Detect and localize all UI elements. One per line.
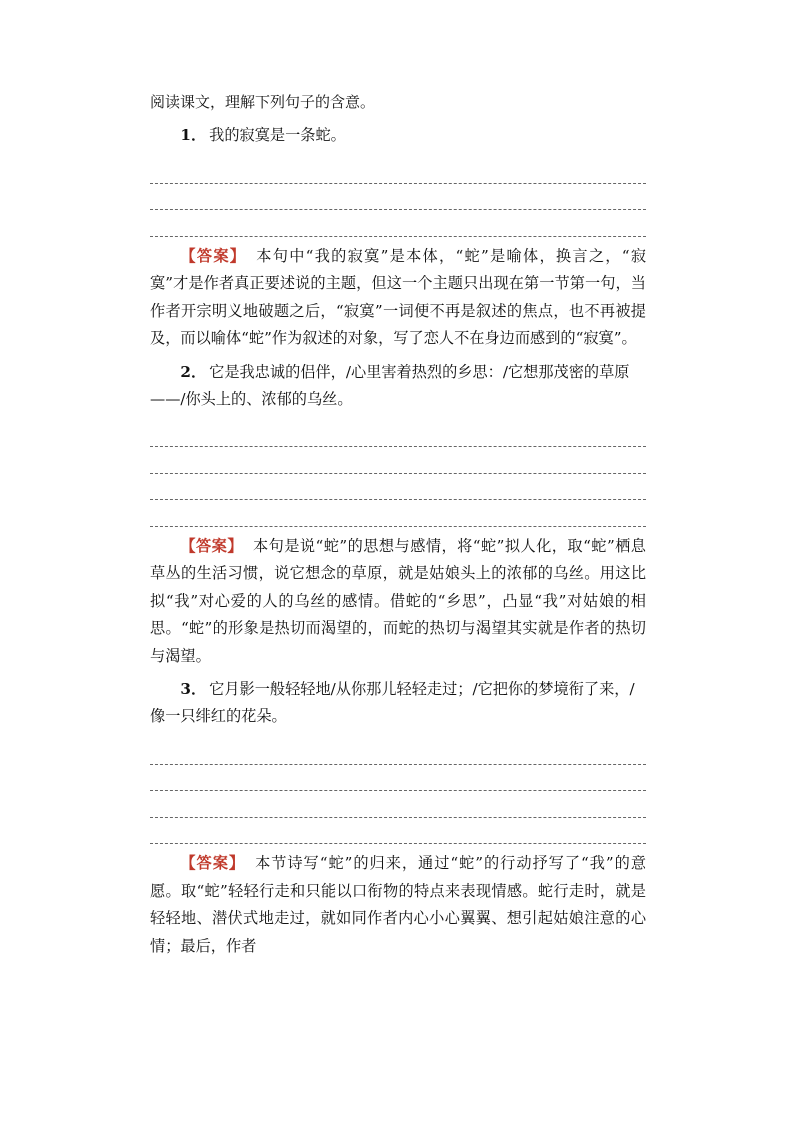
question-text: 它是我忠诚的侣伴，/心里害着热烈的乡思：/它想那茂密的草原——/你头上的、浓郁的乌丝。	[150, 362, 630, 408]
answer-label: 【答案】	[180, 854, 246, 872]
question-1	[150, 122, 646, 149]
writing-line[interactable]	[150, 765, 646, 792]
writing-line[interactable]	[150, 447, 646, 474]
instruction-heading: 阅读课文，理解下列句子的含意。	[150, 93, 376, 111]
writing-line[interactable]	[150, 474, 646, 501]
writing-line[interactable]	[150, 500, 646, 527]
answer-writing-lines[interactable]	[150, 738, 646, 844]
writing-line[interactable]	[150, 818, 646, 845]
answer-text: 本节诗写“蛇”的归来，通过“蛇”的行动抒写了“我”的意愿。取“蛇”轻轻行走和只能以口衔物的特点来表现情感。蛇行走时，就是轻轻地、潜伏式地走过，就如同作者内心小心翼翼、想引起姑娘注意的心情；最后，作者	[150, 854, 647, 955]
answer-text: 本句中“我的寂寞”是本体，“蛇”是喻体，换言之，“寂寞”才是作者真正要述说的主题，但这一个主题只出现在第一节第一句，当作者开宗明义地破题之后，“寂寞”一词便不再是叙述的焦点，也不再被提及，而以喻体“蛇”作为叙述的对象，写了恋人不在身边而感到的“寂寞”。	[150, 246, 647, 347]
answer-1	[150, 243, 646, 353]
writing-line[interactable]	[150, 210, 646, 237]
writing-line[interactable]	[150, 421, 646, 448]
answer-3	[150, 850, 646, 960]
question-number: 3．	[180, 680, 207, 698]
answer-label: 【答案】	[180, 246, 247, 265]
question-text: 我的寂寞是一条蛇。	[209, 126, 346, 144]
writing-line[interactable]	[150, 738, 646, 765]
question-text: 它月影一般轻轻地/从你那儿轻轻走过；/它把你的梦境衔了来，/像一只绯红的花朵。	[150, 680, 635, 725]
writing-line[interactable]	[150, 184, 646, 211]
writing-line[interactable]	[150, 791, 646, 818]
answer-text: 本句是说“蛇”的思想与感情，将“蛇”拟人化，取“蛇”栖息草丛的生活习惯，说它想念的草原，就是姑娘头上的浓郁的乌丝。用这比拟“我”对心爱的人的乌丝的感情。借蛇的“乡思”，凸显“我”对姑娘的相思。“蛇”的形象是热切而渴望的，而蛇的热切与渴望其实就是作者的热切与渴望。	[150, 536, 646, 665]
question-number: 1．	[180, 126, 207, 144]
answer-writing-lines[interactable]	[150, 421, 646, 527]
answer-2	[150, 533, 646, 671]
question-3	[150, 676, 646, 730]
question-number: 2．	[180, 362, 207, 381]
question-2	[150, 359, 646, 413]
answer-label: 【答案】	[180, 536, 243, 555]
document-page	[150, 92, 646, 966]
answer-writing-lines[interactable]	[150, 157, 646, 237]
writing-line[interactable]	[150, 157, 646, 184]
